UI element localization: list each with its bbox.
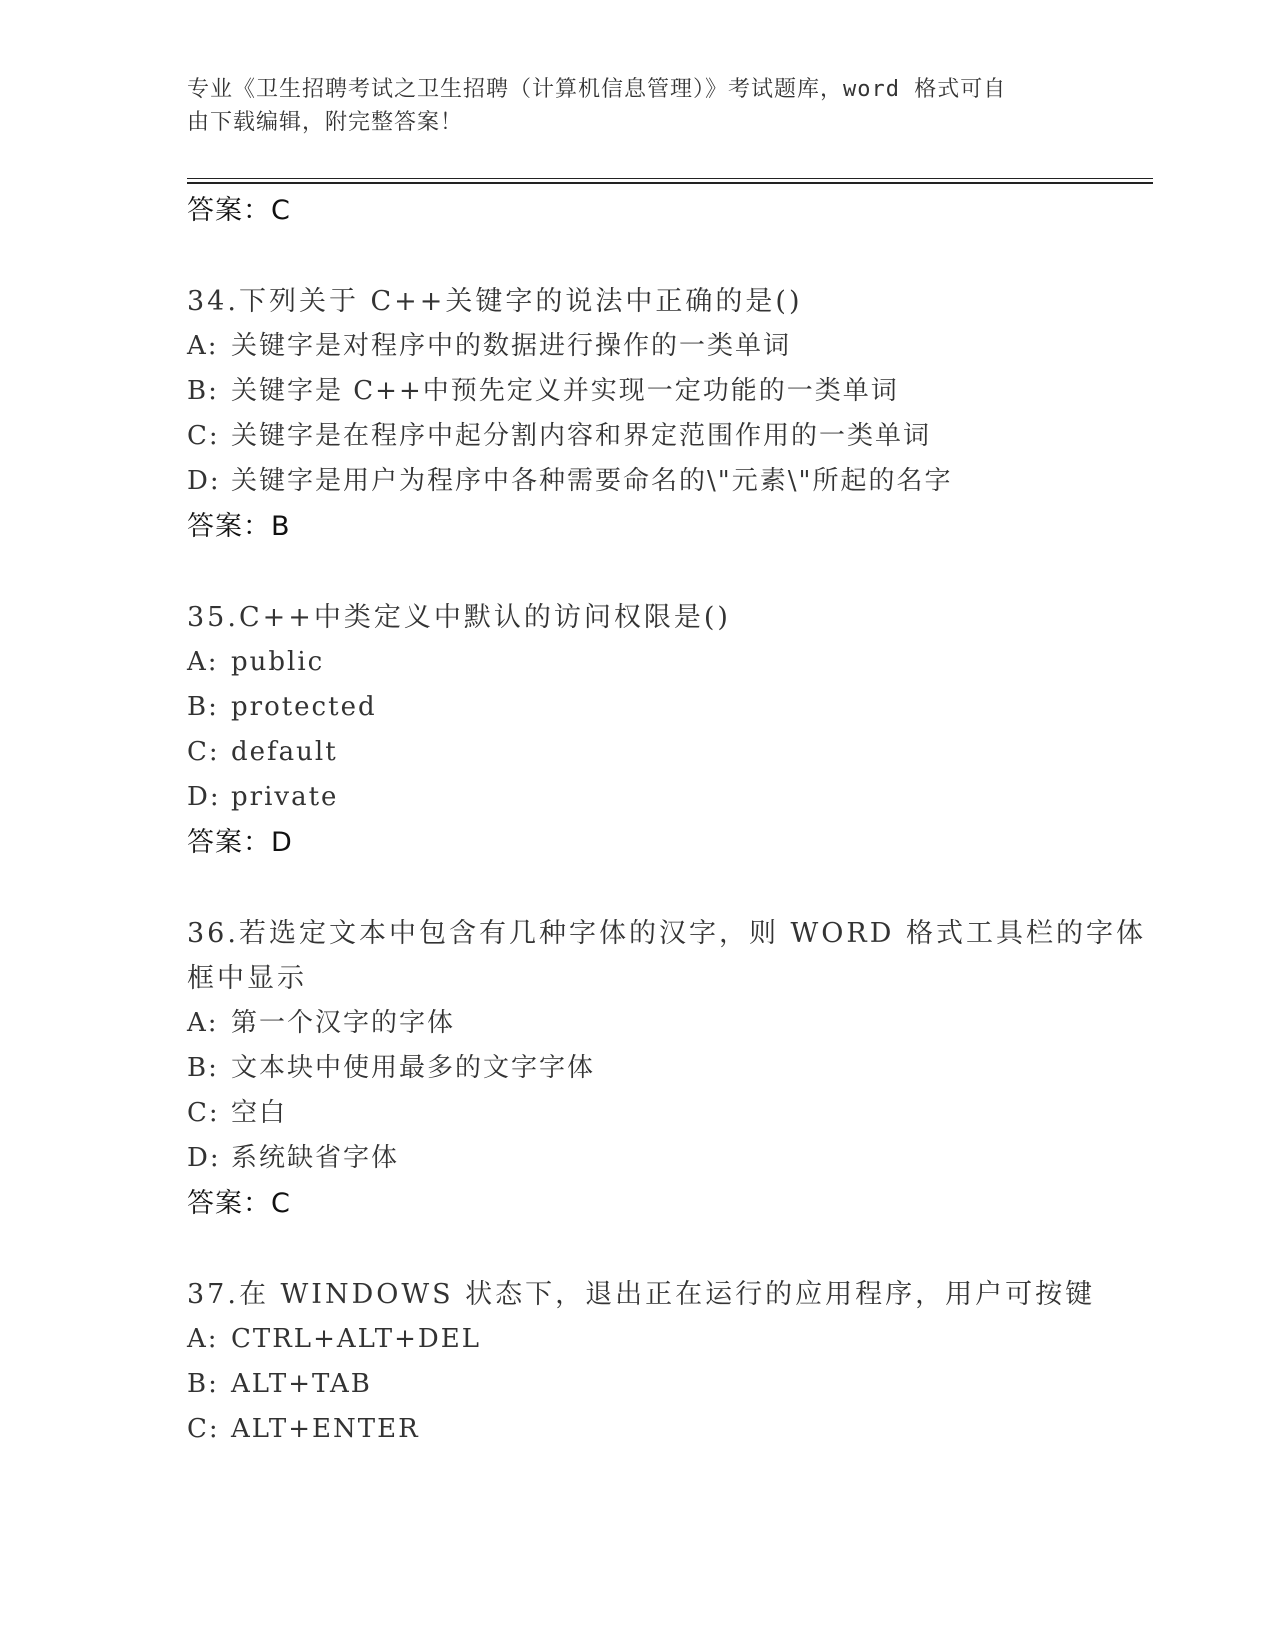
option-d — [187, 1136, 1137, 1181]
option-text: ALT+ENTER — [231, 1414, 420, 1444]
header-rule-thin — [187, 178, 1153, 179]
option-text: ALT+TAB — [231, 1369, 372, 1399]
option-text: protected — [231, 692, 377, 722]
option-letter: B: — [187, 376, 219, 406]
question-stem-continued: 框中显示 — [187, 963, 307, 994]
spacer — [187, 550, 1137, 595]
option-b — [187, 1362, 1137, 1407]
option-text: default — [231, 737, 338, 767]
option-text: 关键字是 C++中预先定义并实现一定功能的一类单词 — [231, 376, 899, 406]
answer: 答案：D — [187, 827, 293, 858]
option-letter: D: — [187, 466, 221, 496]
question-35 — [187, 595, 1137, 866]
option-a — [187, 1317, 1137, 1362]
answer: 答案：B — [187, 511, 291, 542]
spacer — [187, 234, 1137, 279]
option-text: 关键字是用户为程序中各种需要命名的\"元素\"所起的名字 — [231, 466, 953, 496]
option-text: public — [231, 647, 325, 677]
option-letter: C: — [187, 1414, 220, 1444]
option-c — [187, 1091, 1137, 1136]
option-d — [187, 775, 1137, 820]
option-letter: C: — [187, 421, 220, 451]
option-b — [187, 369, 1137, 414]
option-c — [187, 1407, 1137, 1452]
option-a — [187, 324, 1137, 369]
option-b — [187, 1046, 1137, 1091]
option-letter: A: — [187, 647, 219, 677]
question-stem: 35.C++中类定义中默认的访问权限是() — [187, 602, 731, 633]
option-c — [187, 414, 1137, 459]
header-rule-thick — [187, 182, 1153, 184]
question-stem: 34.下列关于 C++关键字的说法中正确的是() — [187, 286, 803, 317]
question-stem: 36.若选定文本中包含有几种字体的汉字，则 WORD 格式工具栏的字体 — [187, 918, 1146, 949]
question-list — [187, 188, 1146, 1452]
option-letter: D: — [187, 782, 221, 812]
question-34 — [187, 279, 1137, 550]
header-line-2: 由下载编辑，附完整答案！ — [187, 110, 464, 135]
option-text: 文本块中使用最多的文字字体 — [231, 1053, 596, 1083]
document-header — [187, 73, 1067, 139]
option-letter: A: — [187, 331, 219, 361]
option-letter: A: — [187, 1008, 219, 1038]
option-text: CTRL+ALT+DEL — [231, 1324, 482, 1354]
question-stem: 37.在 WINDOWS 状态下，退出正在运行的应用程序，用户可按键 — [187, 1279, 1096, 1310]
option-b — [187, 685, 1137, 730]
option-text: 第一个汉字的字体 — [231, 1008, 456, 1038]
option-letter: C: — [187, 1098, 220, 1128]
option-letter: B: — [187, 1053, 219, 1083]
option-a — [187, 640, 1137, 685]
spacer — [187, 1227, 1137, 1272]
option-text: 系统缺省字体 — [231, 1143, 400, 1173]
option-letter: A: — [187, 1324, 219, 1354]
option-d — [187, 459, 1137, 504]
option-text: 空白 — [231, 1098, 288, 1128]
option-c — [187, 730, 1137, 775]
answer: 答案：C — [187, 1188, 291, 1219]
option-letter: B: — [187, 1369, 219, 1399]
option-letter: D: — [187, 1143, 221, 1173]
option-a — [187, 1001, 1137, 1046]
prev-answer: 答案：C — [187, 195, 291, 226]
option-text: 关键字是对程序中的数据进行操作的一类单词 — [231, 331, 792, 361]
option-letter: B: — [187, 692, 219, 722]
option-text: 关键字是在程序中起分割内容和界定范围作用的一类单词 — [231, 421, 932, 451]
option-text: private — [231, 782, 339, 812]
spacer — [187, 866, 1137, 911]
option-letter: C: — [187, 737, 220, 767]
question-37 — [187, 1272, 1137, 1452]
header-line-1: 专业《卫生招聘考试之卫生招聘（计算机信息管理）》考试题库，word 格式可自 — [187, 77, 1007, 102]
question-36 — [187, 911, 1146, 1227]
